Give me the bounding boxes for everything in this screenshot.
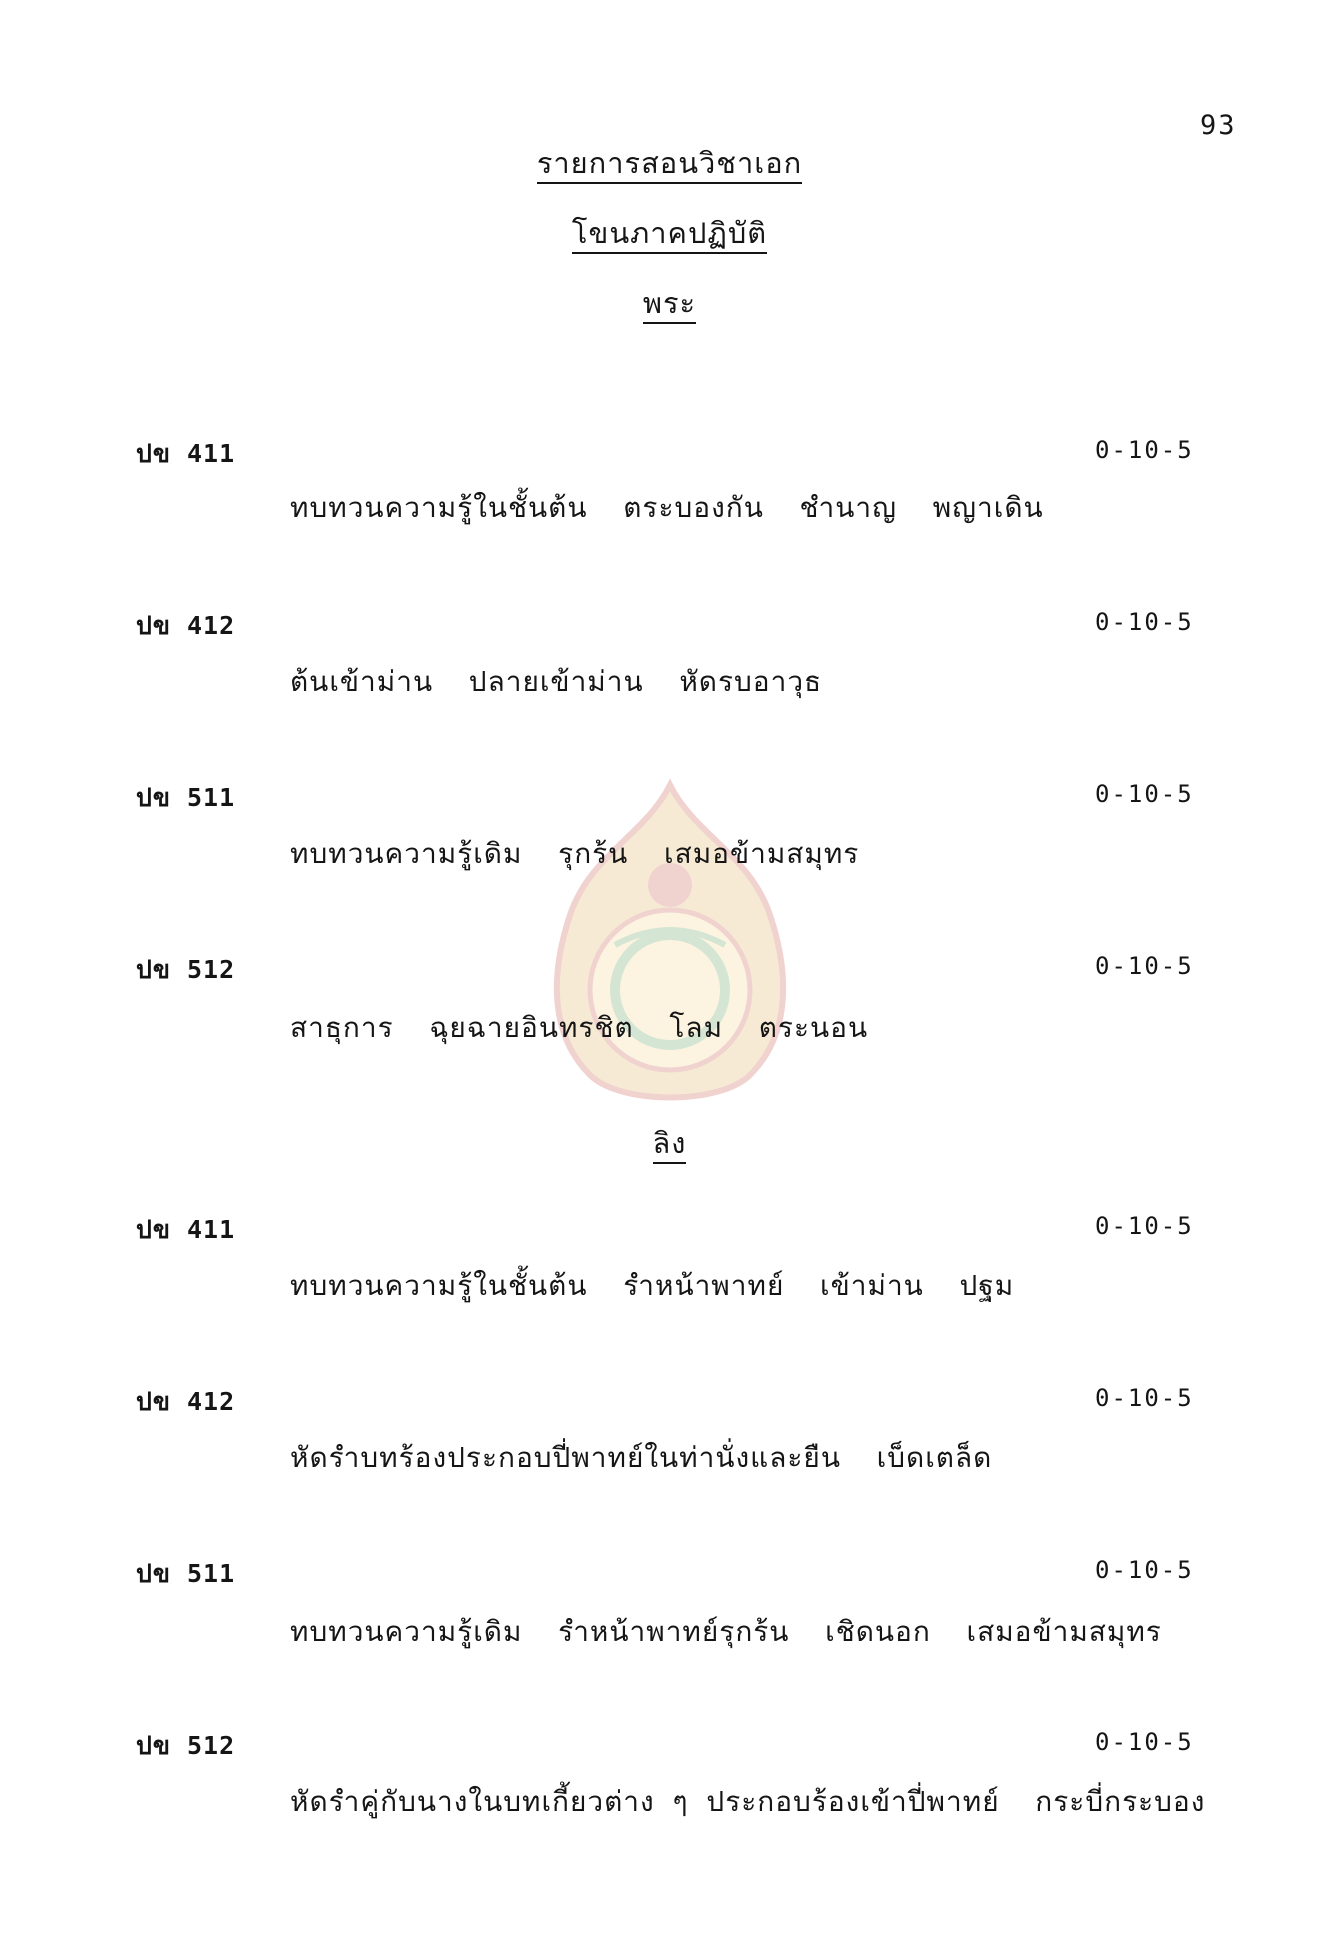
course-code: ปข 411	[136, 1215, 236, 1244]
course-code: ปข 511	[136, 783, 236, 812]
course-code: ปข 412	[136, 611, 236, 640]
ministry-seal-watermark-icon	[520, 775, 820, 1115]
section-heading-phra-text: พระ	[643, 286, 696, 324]
course-credits: 0-10-5	[1095, 780, 1194, 808]
course-credits: 0-10-5	[1095, 1212, 1194, 1240]
section-heading-ling	[0, 1120, 1339, 1166]
course-description: ทบทวนความรู้ในชั้นต้น รำหน้าพาทย์ เข้าม่าน ปฐม	[290, 1269, 1015, 1302]
document-title	[0, 140, 1339, 186]
course-credits: 0-10-5	[1095, 1384, 1194, 1412]
course-description: สาธุการ ฉุยฉายอินทรชิต โลม ตระนอน	[290, 1011, 869, 1044]
course-credits: 0-10-5	[1095, 1728, 1194, 1756]
page-number: 93	[1200, 110, 1237, 141]
course-description: ทบทวนความรู้ในชั้นต้น ตระบองกัน ชำนาญ พญาเดิน	[290, 491, 1044, 524]
section-heading-ling-text: ลิง	[653, 1126, 687, 1164]
course-credits: 0-10-5	[1095, 436, 1194, 464]
course-code: ปข 512	[136, 1731, 236, 1760]
document-subtitle-text: โขนภาคปฏิบัติ	[572, 216, 767, 254]
course-code: ปข 511	[136, 1559, 236, 1588]
course-code: ปข 411	[136, 439, 236, 468]
course-credits: 0-10-5	[1095, 1556, 1194, 1584]
course-description: ทบทวนความรู้เดิม รำหน้าพาทย์รุกร้น เชิดนอก เสมอข้ามสมุทร	[290, 1615, 1162, 1648]
course-description: หัดรำบทร้องประกอบปี่พาทย์ในท่านั่งและยืน เบ็ดเตล็ด	[290, 1441, 993, 1474]
section-heading-phra	[0, 280, 1339, 326]
course-code: ปข 412	[136, 1387, 236, 1416]
course-description: หัดรำคู่กับนางในบทเกี้ยวต่าง ๆ ประกอบร้องเข้าปี่พาทย์ กระบี่กระบอง	[290, 1785, 1206, 1818]
document-subtitle	[0, 210, 1339, 256]
document-title-text: รายการสอนวิชาเอก	[537, 146, 802, 184]
course-credits: 0-10-5	[1095, 608, 1194, 636]
course-credits: 0-10-5	[1095, 952, 1194, 980]
course-description: ทบทวนความรู้เดิม รุกร้น เสมอข้ามสมุทร	[290, 837, 860, 870]
course-code: ปข 512	[136, 955, 236, 984]
course-description: ต้นเข้าม่าน ปลายเข้าม่าน หัดรบอาวุธ	[290, 665, 823, 698]
